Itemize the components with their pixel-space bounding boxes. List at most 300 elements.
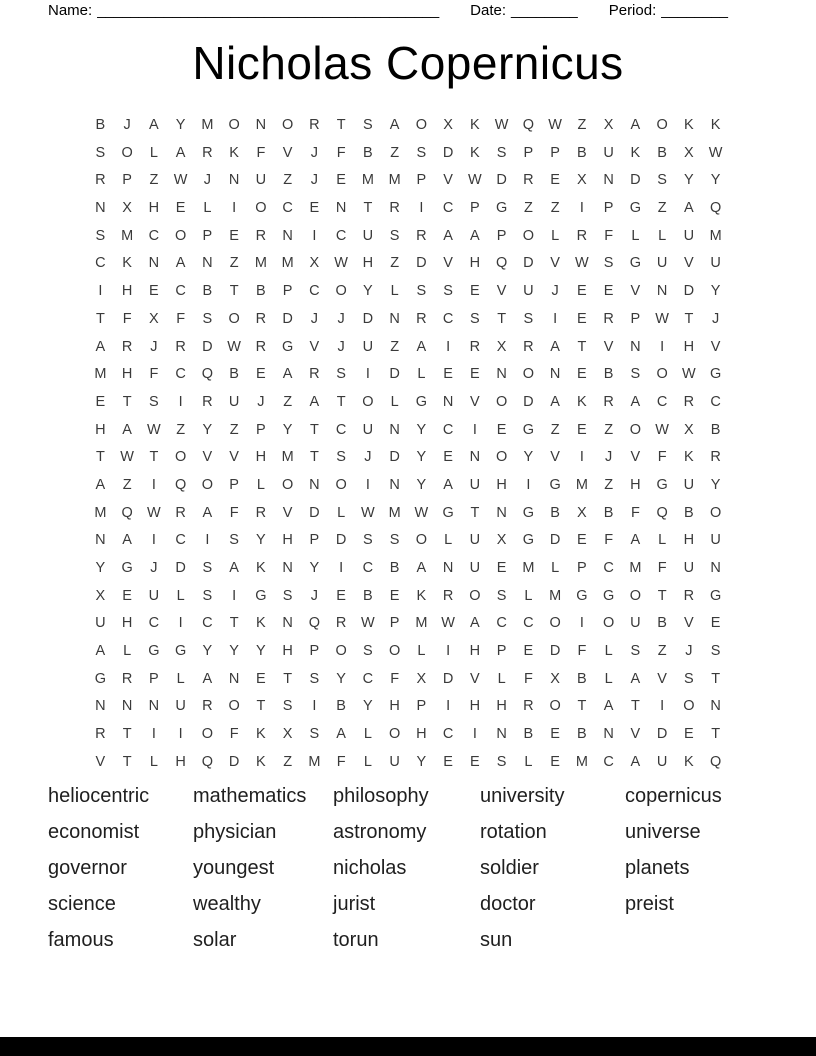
grid-letter: T — [95, 310, 105, 327]
grid-letter: K — [416, 587, 427, 604]
grid-letter: B — [256, 283, 266, 300]
grid-letter: G — [415, 393, 428, 410]
grid-row — [87, 306, 729, 334]
grid-letter: A — [603, 698, 614, 715]
grid-letter: D — [523, 393, 534, 410]
name-field — [48, 1, 439, 21]
grid-letter: Z — [149, 172, 159, 189]
grid-letter: R — [683, 393, 695, 410]
grid-letter: L — [417, 366, 426, 383]
grid-letter: L — [337, 504, 346, 521]
grid-letter: X — [684, 421, 694, 438]
grid-letter: A — [416, 338, 427, 355]
grid-letter: S — [523, 310, 534, 327]
grid-letter: Y — [684, 172, 694, 189]
grid-letter: Y — [416, 753, 427, 770]
grid-letter: S — [282, 587, 293, 604]
grid-letter: Z — [604, 421, 614, 438]
grid-letter: A — [630, 753, 641, 770]
grid-letter: D — [389, 449, 400, 466]
grid-letter: O — [629, 587, 642, 604]
grid-letter: C — [442, 726, 454, 743]
grid-letter: B — [229, 366, 239, 383]
grid-letter: C — [309, 283, 320, 300]
grid-letter: O — [362, 393, 374, 410]
grid-letter: L — [363, 753, 372, 770]
grid-letter: C — [175, 532, 186, 549]
grid-letter: O — [469, 587, 481, 604]
word-column — [193, 778, 333, 958]
grid-letter: J — [337, 338, 345, 355]
grid-letter: C — [710, 393, 721, 410]
grid-letter: I — [446, 643, 451, 660]
grid-letter: H — [496, 698, 507, 715]
grid-letter: W — [441, 615, 455, 632]
grid-letter: T — [336, 117, 346, 133]
grid-letter: Z — [550, 421, 560, 438]
grid-letter: B — [577, 144, 587, 161]
date-blank-line: ________ — [511, 2, 578, 19]
grid-letter: M — [94, 366, 107, 383]
grid-letter: G — [629, 200, 642, 217]
grid-letter: V — [202, 449, 213, 466]
grid-letter: L — [497, 670, 506, 687]
grid-letter: D — [309, 504, 320, 521]
grid-letter: S — [363, 643, 373, 660]
grid-letter: P — [496, 227, 507, 244]
grid-letter: N — [710, 560, 721, 576]
grid-letter: D — [442, 670, 454, 687]
grid-letter: Z — [390, 338, 400, 355]
grid-letter: L — [417, 643, 426, 660]
grid-letter: U — [656, 753, 668, 770]
grid-letter: P — [577, 560, 587, 576]
grid-letter: S — [282, 698, 293, 715]
grid-letter: L — [123, 643, 132, 660]
grid-letter: L — [149, 753, 158, 770]
grid-letter: O — [201, 476, 214, 493]
grid-letter: D — [389, 366, 400, 383]
grid-letter: O — [281, 476, 294, 493]
grid-letter: Y — [416, 449, 427, 466]
grid-letter: D — [549, 643, 561, 660]
grid-letter: I — [446, 698, 451, 715]
grid-row — [87, 472, 729, 500]
grid-letter: B — [336, 698, 346, 715]
grid-letter: U — [523, 283, 534, 300]
grid-letter: L — [149, 144, 158, 161]
grid-letter: Z — [283, 393, 293, 410]
grid-letter: R — [202, 393, 213, 410]
grid-letter: Y — [416, 421, 427, 438]
grid-letter: O — [281, 117, 294, 133]
grid-letter: S — [630, 643, 641, 660]
grid-letter: Y — [202, 643, 213, 660]
grid-letter: S — [202, 310, 213, 327]
grid-letter: D — [335, 532, 347, 549]
grid-letter: A — [309, 393, 320, 410]
grid-letter: R — [175, 338, 186, 355]
grid-letter: R — [121, 338, 133, 355]
grid-letter: E — [309, 200, 320, 217]
grid-letter: N — [603, 726, 614, 743]
grid-letter: T — [122, 393, 132, 410]
grid-letter: Z — [229, 421, 239, 438]
grid-letter: V — [229, 449, 239, 466]
grid-row — [87, 389, 729, 417]
grid-letter: Y — [309, 560, 320, 576]
grid-letter: S — [443, 283, 453, 300]
grid-letter: T — [577, 698, 587, 715]
grid-letter: K — [256, 726, 266, 743]
grid-letter: A — [175, 255, 186, 272]
word-item: economist — [48, 821, 140, 843]
grid-letter: N — [389, 421, 400, 438]
grid-letter: T — [630, 698, 640, 715]
grid-letter: E — [256, 670, 266, 687]
grid-letter: I — [178, 393, 183, 410]
grid-letter: Q — [656, 504, 668, 521]
grid-letter: N — [630, 338, 641, 355]
grid-letter: O — [656, 117, 668, 133]
grid-letter: O — [709, 504, 722, 521]
grid-letter: Y — [710, 283, 721, 300]
grid-letter: A — [550, 393, 560, 410]
grid-letter: G — [602, 587, 615, 604]
grid-letter: U — [255, 172, 267, 189]
grid-letter: R — [389, 200, 400, 217]
grid-letter: B — [95, 117, 106, 133]
grid-letter: U — [148, 587, 160, 604]
date-field — [470, 1, 578, 21]
grid-letter: M — [308, 753, 321, 770]
grid-letter: D — [228, 753, 240, 770]
grid-letter: H — [362, 255, 374, 272]
grid-letter: Z — [283, 172, 293, 189]
grid-letter: C — [362, 560, 374, 576]
grid-letter: D — [496, 172, 507, 189]
grid-letter: S — [149, 393, 159, 410]
grid-letter: T — [122, 753, 132, 770]
grid-letter: T — [336, 393, 346, 410]
grid-letter: V — [95, 753, 106, 770]
grid-letter: H — [683, 338, 695, 355]
grid-letter: K — [684, 449, 694, 466]
grid-letter: J — [150, 560, 158, 576]
grid-letter: J — [337, 310, 345, 327]
grid-letter: Z — [523, 200, 533, 217]
grid-letter: X — [496, 338, 507, 355]
grid-letter: Y — [710, 172, 721, 189]
grid-letter: L — [444, 532, 453, 549]
grid-letter: I — [446, 338, 451, 355]
grid-letter: C — [335, 421, 347, 438]
grid-letter: X — [550, 670, 560, 687]
grid-letter: R — [95, 172, 106, 189]
grid-letter: K — [256, 615, 266, 632]
grid-letter: F — [336, 144, 346, 161]
grid-letter: S — [363, 532, 373, 549]
word-column — [48, 778, 193, 958]
grid-letter: E — [577, 366, 587, 383]
grid-letter: E — [256, 366, 266, 383]
grid-letter: I — [579, 615, 584, 632]
grid-letter: B — [577, 670, 587, 687]
grid-letter: A — [684, 200, 694, 217]
grid-letter: R — [175, 504, 186, 521]
grid-letter: B — [710, 421, 721, 438]
grid-letter: B — [577, 726, 587, 743]
grid-letter: T — [95, 449, 105, 466]
grid-letter: R — [523, 338, 534, 355]
grid-letter: Q — [495, 255, 508, 272]
grid-letter: T — [711, 670, 721, 687]
grid-letter: Y — [95, 560, 106, 576]
grid-letter: E — [149, 283, 159, 300]
grid-letter: T — [711, 726, 721, 743]
grid-letter: Y — [336, 670, 346, 687]
grid-letter: J — [203, 172, 211, 189]
grid-letter: S — [389, 227, 400, 244]
grid-letter: U — [656, 255, 668, 272]
grid-letter: E — [550, 726, 560, 743]
word-item: nicholas — [333, 857, 407, 879]
grid-letter: F — [657, 449, 667, 466]
grid-letter: T — [229, 615, 239, 632]
grid-letter: K — [710, 117, 721, 133]
grid-row — [87, 610, 729, 638]
grid-letter: H — [469, 643, 481, 660]
grid-letter: I — [365, 476, 370, 493]
grid-letter: R — [255, 227, 267, 244]
grid-letter: U — [683, 227, 695, 244]
grid-letter: J — [364, 449, 372, 466]
grid-letter: L — [390, 393, 399, 410]
grid-letter: B — [684, 504, 694, 521]
grid-letter: R — [710, 449, 721, 466]
grid-letter: U — [469, 532, 481, 549]
grid-letter: M — [549, 587, 562, 604]
grid-letter: K — [470, 117, 480, 133]
grid-letter: P — [496, 643, 507, 660]
grid-letter: M — [254, 255, 267, 272]
grid-letter: A — [282, 366, 293, 383]
grid-letter: G — [629, 255, 642, 272]
grid-letter: F — [229, 504, 239, 521]
grid-letter: I — [472, 726, 477, 743]
grid-letter: J — [310, 587, 318, 604]
grid-letter: N — [95, 200, 106, 217]
grid-letter: N — [282, 560, 293, 576]
grid-letter: I — [419, 200, 424, 217]
grid-letter: V — [550, 255, 560, 272]
grid-letter: T — [149, 449, 159, 466]
grid-letter: E — [443, 449, 453, 466]
grid-letter: E — [229, 227, 239, 244]
grid-letter: X — [603, 117, 614, 133]
grid-letter: W — [655, 421, 669, 438]
grid-letter: Y — [175, 117, 186, 133]
grid-letter: Z — [283, 753, 293, 770]
grid-letter: S — [95, 227, 106, 244]
grid-letter: N — [228, 670, 240, 687]
grid-letter: C — [148, 615, 160, 632]
grid-letter: H — [683, 532, 695, 549]
grid-letter: V — [550, 449, 560, 466]
grid-letter: W — [682, 366, 696, 383]
grid-letter: O — [683, 698, 695, 715]
grid-letter: E — [523, 643, 534, 660]
grid-letter: I — [232, 200, 237, 217]
grid-letter: O — [549, 698, 561, 715]
grid-row — [87, 223, 729, 251]
grid-letter: G — [522, 532, 535, 549]
grid-letter: L — [604, 670, 613, 687]
grid-letter: O — [121, 144, 133, 161]
grid-letter: Q — [201, 753, 214, 770]
grid-letter: E — [710, 615, 721, 632]
grid-letter: N — [282, 615, 293, 632]
grid-letter: Z — [577, 117, 587, 133]
grid-letter: N — [95, 532, 106, 549]
grid-letter: M — [281, 449, 294, 466]
grid-letter: G — [522, 504, 535, 521]
grid-letter: P — [256, 421, 266, 438]
word-item: planets — [625, 857, 690, 879]
grid-letter: I — [151, 476, 156, 493]
grid-letter: U — [389, 753, 400, 770]
grid-letter: P — [282, 283, 293, 300]
grid-letter: Y — [282, 421, 293, 438]
grid-letter: V — [309, 338, 320, 355]
grid-letter: D — [175, 560, 186, 576]
grid-letter: G — [495, 200, 508, 217]
grid-letter: P — [202, 227, 213, 244]
grid-letter: V — [282, 144, 293, 161]
grid-letter: G — [522, 421, 535, 438]
grid-letter: X — [496, 532, 507, 549]
grid-letter: I — [660, 338, 665, 355]
date-label: Date: — [470, 2, 507, 19]
grid-letter: C — [148, 227, 160, 244]
grid-letter: H — [469, 698, 481, 715]
grid-letter: L — [551, 227, 560, 244]
grid-letter: B — [603, 504, 614, 521]
grid-letter: N — [710, 698, 721, 715]
grid-letter: E — [550, 172, 560, 189]
grid-letter: N — [603, 172, 614, 189]
word-item: wealthy — [193, 893, 261, 915]
grid-letter: A — [630, 532, 641, 549]
grid-row — [87, 334, 729, 362]
grid-letter: U — [710, 532, 721, 549]
grid-letter: B — [523, 726, 534, 743]
grid-letter: J — [150, 338, 158, 355]
grid-letter: A — [229, 560, 239, 576]
grid-letter: D — [202, 338, 213, 355]
grid-letter: K — [684, 753, 694, 770]
grid-letter: S — [630, 366, 641, 383]
grid-row — [87, 444, 729, 472]
grid-letter: N — [469, 449, 481, 466]
grid-letter: A — [336, 726, 346, 743]
grid-letter: G — [549, 476, 561, 493]
grid-letter: Z — [657, 643, 667, 660]
grid-letter: I — [312, 227, 317, 244]
grid-letter: E — [684, 726, 694, 743]
grid-letter: A — [470, 615, 480, 632]
grid-letter: L — [631, 227, 640, 244]
grid-letter: G — [148, 643, 160, 660]
grid-letter: T — [684, 310, 694, 327]
name-label: Name: — [48, 2, 93, 19]
grid-letter: J — [123, 117, 131, 133]
grid-letter: W — [147, 421, 161, 438]
grid-letter: Y — [363, 283, 373, 300]
grid-letter: M — [709, 227, 722, 244]
grid-letter: G — [281, 338, 294, 355]
grid-letter: P — [523, 144, 534, 161]
grid-letter: A — [202, 670, 213, 687]
grid-letter: E — [470, 753, 480, 770]
grid-letter: U — [228, 393, 240, 410]
grid-letter: S — [496, 587, 507, 604]
grid-row — [87, 693, 729, 721]
grid-letter: P — [550, 144, 560, 161]
grid-letter: W — [227, 338, 241, 355]
grid-letter: P — [309, 532, 320, 549]
grid-letter: H — [416, 726, 427, 743]
grid-letter: A — [95, 476, 106, 493]
grid-letter: M — [415, 615, 428, 632]
grid-letter: R — [603, 310, 614, 327]
grid-letter: L — [176, 670, 185, 687]
grid-letter: P — [416, 698, 427, 715]
grid-letter: R — [523, 698, 534, 715]
grid-letter: I — [151, 532, 156, 549]
grid-letter: L — [390, 283, 399, 300]
grid-letter: Z — [390, 255, 400, 272]
grid-letter: H — [148, 200, 160, 217]
grid-letter: L — [524, 753, 533, 770]
grid-letter: C — [175, 283, 186, 300]
grid-letter: C — [603, 560, 614, 576]
grid-letter: C — [282, 200, 293, 217]
grid-letter: D — [549, 532, 561, 549]
grid-letter: Q — [308, 615, 321, 632]
grid-letter: S — [336, 366, 346, 383]
grid-letter: O — [255, 200, 267, 217]
grid-letter: S — [202, 560, 213, 576]
word-item: universe — [625, 821, 701, 843]
grid-letter: O — [335, 283, 347, 300]
grid-row — [87, 721, 729, 749]
grid-letter: Q — [522, 117, 535, 133]
grid-letter: A — [630, 670, 641, 687]
grid-letter: Q — [174, 476, 187, 493]
grid-letter: M — [575, 753, 588, 770]
grid-letter: X — [577, 172, 587, 189]
grid-letter: R — [95, 726, 106, 743]
grid-letter: Y — [229, 643, 239, 660]
grid-letter: H — [389, 698, 400, 715]
grid-letter: Q — [709, 200, 722, 217]
grid-letter: F — [657, 560, 667, 576]
word-item: famous — [48, 929, 114, 951]
grid-letter: O — [656, 366, 668, 383]
word-item: university — [480, 785, 565, 807]
grid-letter: N — [95, 698, 106, 715]
